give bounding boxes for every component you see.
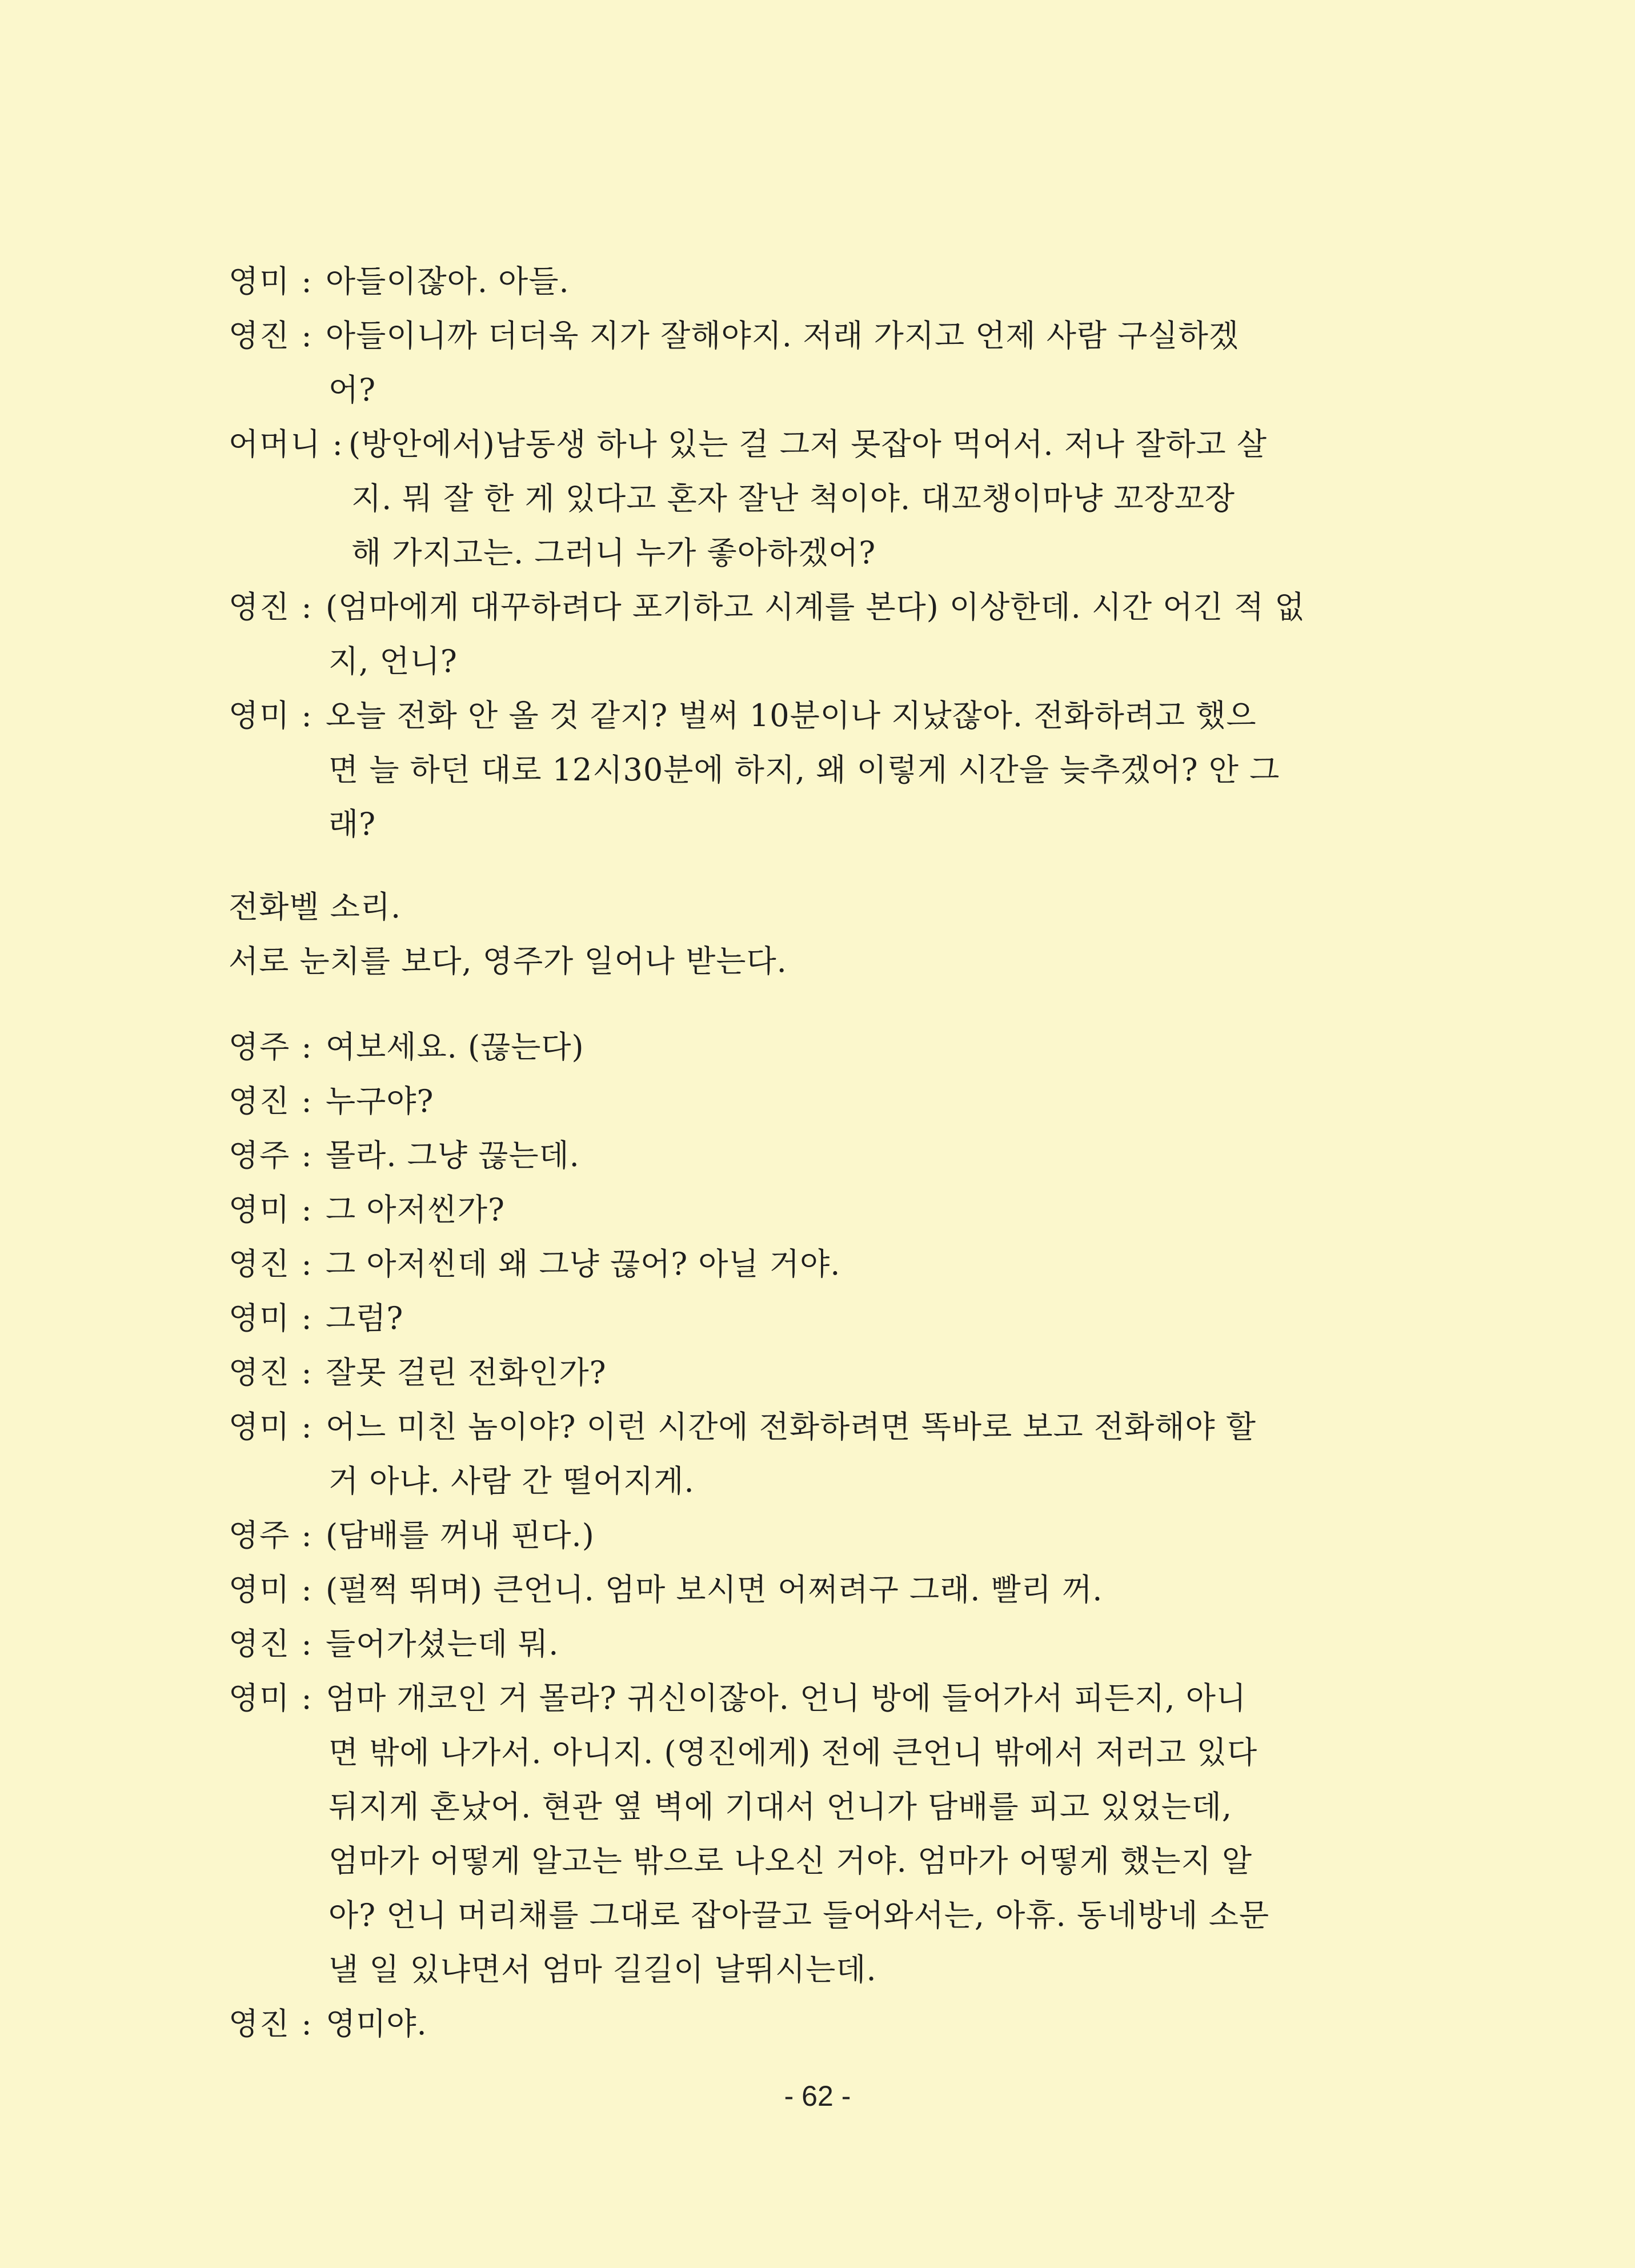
- dialogue-block-2: [229, 1020, 1382, 2051]
- dialogue-entry: [229, 1345, 1382, 1400]
- dialogue-line: (펄쩍 뛰며) 큰언니. 엄마 보시면 어쩌려구 그래. 빨리 꺼.: [326, 1572, 1103, 1608]
- dialogue-entry: [229, 1617, 1382, 1671]
- dialogue-entry: [229, 417, 1382, 580]
- dialogue-entry: [229, 1671, 1382, 1997]
- dialogue-line: 뒤지게 혼났어. 현관 옆 벽에 기대서 언니가 담배를 피고 있었는데,: [328, 1789, 1233, 1825]
- speaker-name: 영진 :: [229, 1626, 313, 1662]
- dialogue-line: 아? 언니 머리채를 그대로 잡아끌고 들어와서는, 아휴. 동네방네 소문: [328, 1897, 1270, 1933]
- dialogue-line: 오늘 전화 안 올 것 같지? 벌써 10분이나 지났잖아. 전화하려고 했으: [326, 698, 1257, 734]
- dialogue-line: 낼 일 있냐면서 엄마 길길이 날뛰시는데.: [328, 1952, 877, 1987]
- dialogue-line: (엄마에게 대꾸하려다 포기하고 시계를 본다) 이상한데. 시간 어긴 적 없: [326, 589, 1305, 625]
- dialogue-entry: [229, 688, 1382, 851]
- dialogue-line: 아들이잖아. 아들.: [326, 263, 570, 299]
- stage-direction-line: 서로 눈치를 보다, 영주가 일어나 받는다.: [229, 943, 787, 979]
- dialogue-entry: [229, 580, 1382, 688]
- dialogue-entry: [229, 1562, 1382, 1617]
- dialogue-line: 그럼?: [326, 1300, 404, 1336]
- dialogue-entry: [229, 254, 1382, 308]
- dialogue-block-1: [229, 254, 1382, 851]
- speaker-name: 영주 :: [229, 1137, 313, 1173]
- dialogue-line: 몰라. 그냥 끊는데.: [326, 1137, 580, 1173]
- speaker-name: 영진 :: [229, 1083, 313, 1119]
- dialogue-line: 어?: [328, 372, 376, 408]
- stage-direction-line: 전화벨 소리.: [229, 889, 402, 925]
- speaker-name: 영진 :: [229, 1355, 313, 1391]
- dialogue-line: 지. 뭐 잘 한 게 있다고 혼자 잘난 척이야. 대꼬챙이마냥 꼬장꼬장: [351, 480, 1236, 516]
- dialogue-line: 거 아냐. 사람 간 떨어지게.: [328, 1463, 695, 1499]
- dialogue-line: 그 아저씬데 왜 그냥 끊어? 아닐 거야.: [326, 1246, 841, 1282]
- dialogue-entry: [229, 1020, 1382, 1074]
- dialogue-line: 엄마 개코인 거 몰라? 귀신이잖아. 언니 방에 들어가서 피든지, 아니: [326, 1680, 1247, 1716]
- dialogue-line: 잘못 걸린 전화인가?: [326, 1355, 607, 1391]
- dialogue-entry: [229, 1508, 1382, 1562]
- dialogue-line: 여보세요. (끊는다): [326, 1029, 584, 1065]
- dialogue-line: 어느 미친 놈이야? 이런 시간에 전화하려면 똑바로 보고 전화해야 할: [326, 1409, 1256, 1445]
- speaker-name: 어머니 :: [229, 426, 344, 462]
- speaker-name: 영진 :: [229, 318, 313, 354]
- dialogue-line: 아들이니까 더더욱 지가 잘해야지. 저래 가지고 언제 사람 구실하겠: [326, 318, 1239, 354]
- speaker-name: 영진 :: [229, 1246, 313, 1282]
- dialogue-line: 들어가셨는데 뭐.: [326, 1626, 559, 1662]
- speaker-name: 영진 :: [229, 2006, 313, 2042]
- speaker-name: 영주 :: [229, 1517, 313, 1553]
- dialogue-line: 그 아저씬가?: [326, 1192, 505, 1228]
- speaker-name: 영진 :: [229, 589, 313, 625]
- dialogue-entry: [229, 1400, 1382, 1508]
- dialogue-entry: [229, 1128, 1382, 1183]
- dialogue-entry: [229, 1291, 1382, 1345]
- speaker-name: 영주 :: [229, 1029, 313, 1065]
- dialogue-line: 면 밖에 나가서. 아니지. (영진에게) 전에 큰언니 밖에서 저러고 있다: [328, 1734, 1258, 1770]
- dialogue-line: 래?: [328, 806, 376, 842]
- dialogue-line: 엄마가 어떻게 알고는 밖으로 나오신 거야. 엄마가 어떻게 했는지 알: [328, 1843, 1253, 1879]
- dialogue-entry: [229, 1997, 1382, 2051]
- speaker-name: 영미 :: [229, 1572, 313, 1608]
- speaker-name: 영미 :: [229, 1192, 313, 1228]
- dialogue-line: 해 가지고는. 그러니 누가 좋아하겠어?: [351, 535, 876, 571]
- dialogue-line: 면 늘 하던 대로 12시30분에 하지, 왜 이렇게 시간을 늦추겠어? 안 그: [328, 752, 1280, 788]
- dialogue-line: 지, 언니?: [328, 643, 458, 679]
- stage-directions: [229, 880, 1382, 988]
- dialogue-line: 누구야?: [326, 1083, 434, 1119]
- dialogue-entry: [229, 1183, 1382, 1237]
- dialogue-entry: [229, 1237, 1382, 1291]
- speaker-name: 영미 :: [229, 1680, 313, 1716]
- dialogue-line: (방안에서)남동생 하나 있는 걸 그저 못잡아 먹어서. 저나 잘하고 살: [348, 426, 1268, 462]
- speaker-name: 영미 :: [229, 1300, 313, 1336]
- speaker-name: 영미 :: [229, 263, 313, 299]
- speaker-name: 영미 :: [229, 698, 313, 734]
- dialogue-line: 영미야.: [326, 2006, 427, 2042]
- dialogue-entry: [229, 308, 1382, 417]
- dialogue-line: (담배를 꺼내 핀다.): [326, 1517, 595, 1553]
- page-number: - 62 -: [784, 2080, 851, 2112]
- speaker-name: 영미 :: [229, 1409, 313, 1445]
- dialogue-entry: [229, 1074, 1382, 1128]
